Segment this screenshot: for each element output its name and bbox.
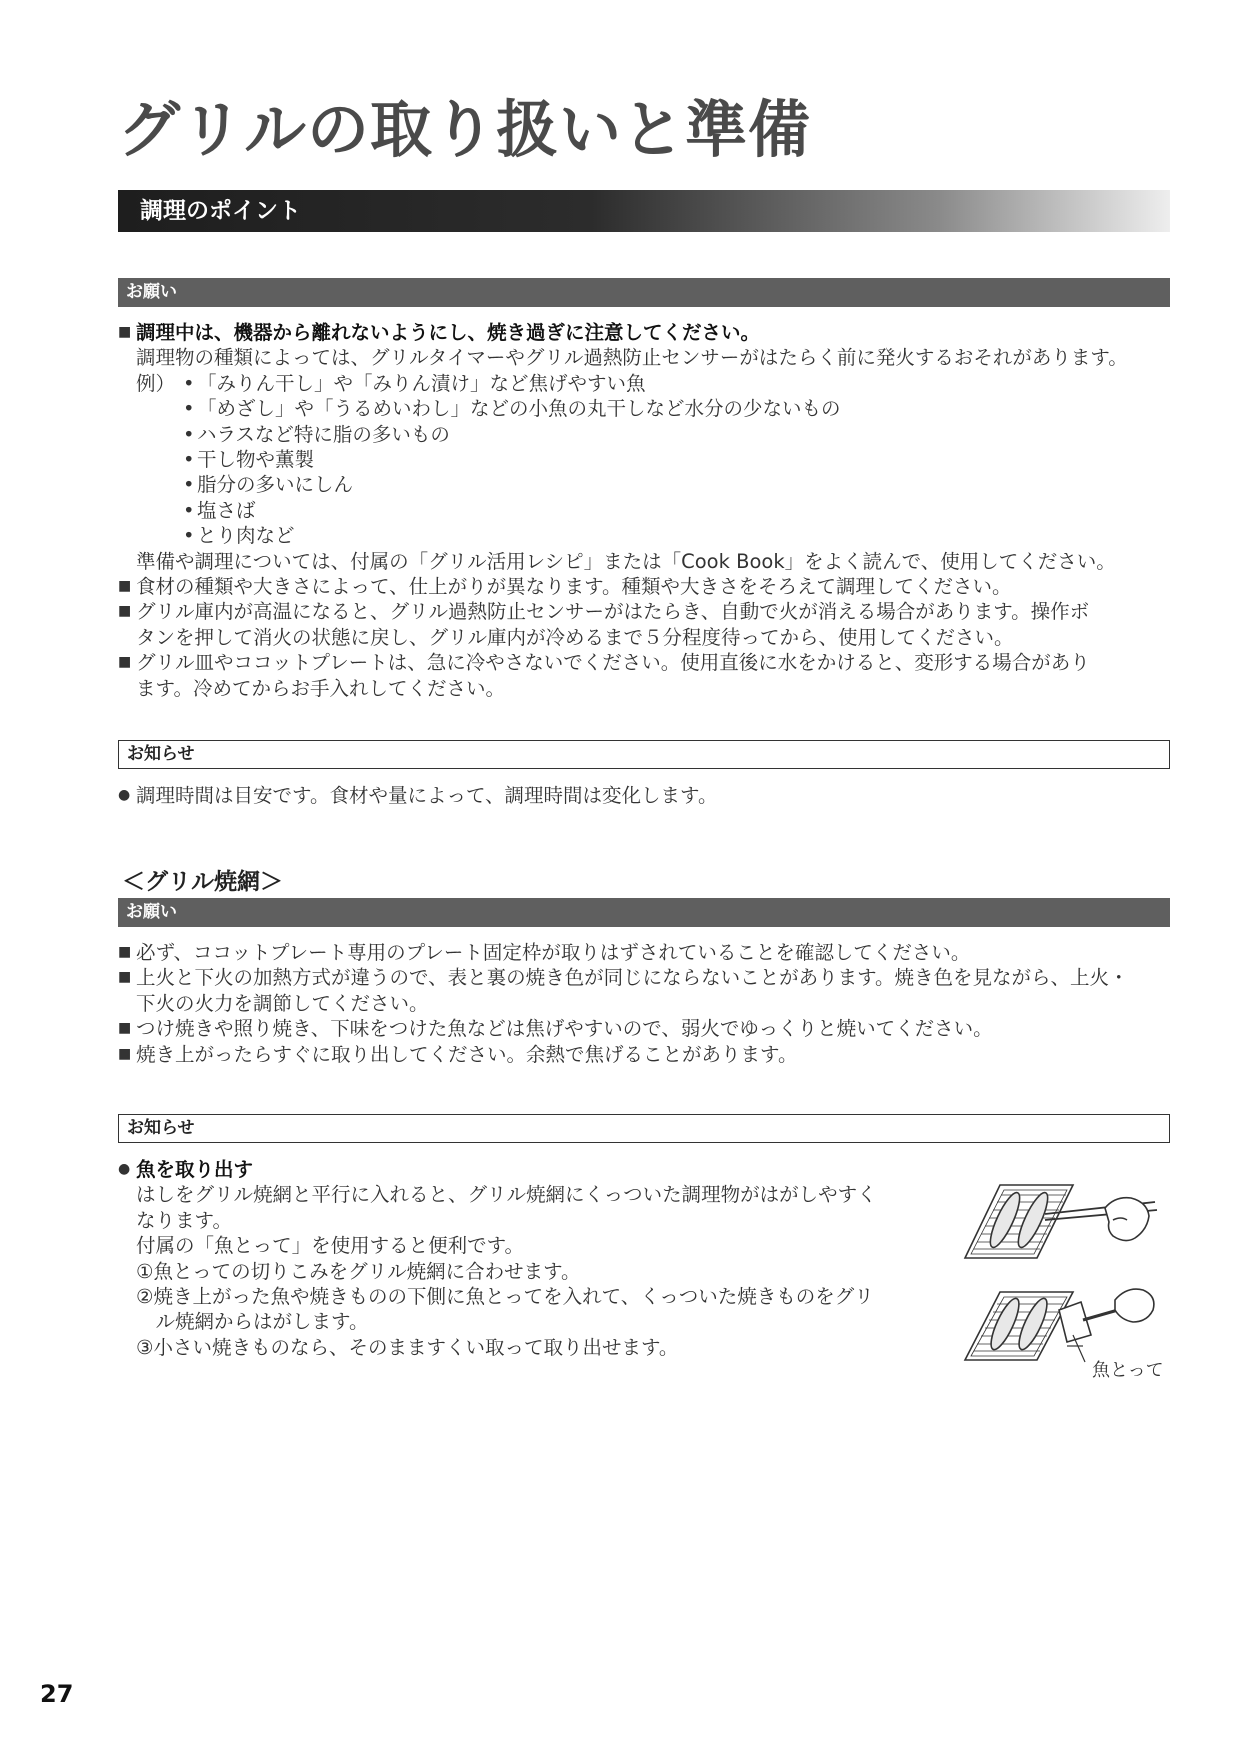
example-text: ハラスなど特に脂の多いもの (197, 422, 450, 446)
section-header: 調理のポイント (118, 190, 1170, 232)
example-item (118, 498, 1178, 523)
example-text: とり肉など (197, 524, 295, 548)
paragraph: はしをグリル焼網と平行に入れると、グリル焼網にくっついた調理物がはがしやすく (136, 1183, 877, 1207)
request-label: お願い (118, 278, 1170, 307)
example-item (118, 447, 1178, 472)
example-text: 干し物や薫製 (197, 448, 315, 472)
dot-bullet-icon: • (183, 422, 195, 446)
dot-bullet-icon: • (183, 448, 195, 472)
bullet-heading: 調理中は、機器から離れないようにし、焼き過ぎに注意してください。 (136, 321, 761, 344)
example-item (118, 371, 1178, 396)
info-block-1 (118, 783, 1178, 808)
step-item: ①魚とっての切りこみをグリル焼網に合わせます。 (136, 1259, 581, 1283)
square-bullet-icon (118, 599, 136, 624)
page-number: 27 (40, 1680, 74, 1708)
bullet-item (118, 320, 1178, 345)
step-item: ③小さい焼きものなら、そのまますくい取って取り出せます。 (136, 1335, 679, 1359)
bullet-continuation: ます。冷めてからお手入れしてください。 (136, 676, 505, 700)
dot-bullet-icon: • (183, 524, 195, 548)
example-text: 脂分の多いにしん (197, 473, 354, 497)
request-block-1 (118, 320, 1178, 701)
subsection-title: ＜グリル焼網＞ (122, 869, 283, 895)
circle-bullet-icon (118, 1157, 136, 1182)
paragraph: 調理物の種類によっては、グリルタイマーやグリル過熱防止センサーがはたらく前に発火するおそれがあります。 (136, 346, 1128, 370)
example-item (118, 523, 1178, 548)
step-continuation: ル焼網からはがします。 (136, 1310, 369, 1334)
paragraph: なります。 (136, 1208, 232, 1232)
square-bullet-icon (118, 1016, 136, 1041)
bullet-item (118, 783, 1178, 808)
bullet-text: グリル皿やココットプレートは、急に冷やさないでください。使用直後に水をかけると、変形する場合があり (136, 651, 1090, 675)
bullet-text: 調理時間は目安です。食材や量によって、調理時間は変化します。 (136, 784, 718, 807)
request-block-2 (118, 940, 1178, 1067)
bullet-item (118, 940, 1178, 965)
bullet-item (118, 599, 1178, 624)
step-item: ②焼き上がった魚や焼きものの下側に魚とってを入れて、くっついた焼きものをグリ (136, 1285, 874, 1309)
square-bullet-icon (118, 650, 136, 675)
info-block-2 (118, 1157, 938, 1360)
chopsticks-grill-illustration (955, 1180, 1165, 1265)
bullet-text: 上火と下火の加熱方式が違うので、表と裏の焼き色が同じにならないことがあります。焼き色を見ながら、上火・ (136, 966, 1129, 990)
illustration-label: 魚とって (1092, 1360, 1164, 1381)
paragraph: 準備や調理については、付属の「グリル活用レシピ」または「Cook Book」をよく読んで、使用してください。 (136, 549, 1116, 573)
square-bullet-icon (118, 574, 136, 599)
bullet-item (118, 1042, 1178, 1067)
example-item (118, 472, 1178, 497)
example-text: 塩さば (197, 498, 256, 522)
example-text: 「めざし」や「うるめいわし」などの小魚の丸干しなど水分の少ないもの (197, 397, 841, 421)
circle-bullet-icon (118, 783, 136, 808)
square-bullet-icon (118, 965, 136, 990)
bullet-item (118, 965, 1178, 990)
info-label: お知らせ (118, 1114, 1170, 1143)
bullet-text: つけ焼きや照り焼き、下味をつけた魚などは焦げやすいので、弱火でゆっくりと焼いてください。 (136, 1017, 993, 1041)
page-title: グリルの取り扱いと準備 (118, 93, 812, 166)
bullet-continuation: 下火の火力を調節してください。 (136, 991, 429, 1015)
example-item (118, 396, 1178, 421)
bullet-text: 焼き上がったらすぐに取り出してください。余熱で焦げることがあります。 (136, 1042, 798, 1066)
square-bullet-icon (118, 1042, 136, 1067)
example-text: 「みりん干し」や「みりん漬け」など焦げやすい魚 (197, 371, 646, 395)
request-label: お願い (118, 898, 1170, 927)
fish-spatula-illustration (955, 1280, 1165, 1365)
dot-bullet-icon: • (183, 473, 195, 497)
info-label: お知らせ (118, 740, 1170, 769)
bullet-text: グリル庫内が高温になると、グリル過熱防止センサーがはたらき、自動で火が消える場合があります。操作ボ (136, 600, 1090, 624)
dot-bullet-icon: • (183, 498, 195, 522)
bullet-item (118, 650, 1178, 675)
square-bullet-icon (118, 320, 136, 345)
square-bullet-icon (118, 940, 136, 965)
paragraph: 付属の「魚とって」を使用すると便利です。 (136, 1234, 525, 1258)
example-prefix: 例） (136, 371, 176, 395)
bullet-continuation: タンを押して消火の状態に戻し、グリル庫内が冷めるまで５分程度待ってから、使用してください。 (136, 625, 1014, 649)
bullet-text: 必ず、ココットプレート専用のプレート固定枠が取りはずされていることを確認してください。 (136, 941, 971, 964)
bullet-heading: 魚を取り出す (136, 1158, 254, 1181)
bullet-item (118, 1016, 1178, 1041)
example-item (118, 422, 1178, 447)
bullet-text: 食材の種類や大きさによって、仕上がりが異なります。種類や大きさをそろえて調理してください。 (136, 575, 1012, 599)
bullet-item (118, 1157, 938, 1182)
dot-bullet-icon: • (183, 371, 195, 395)
bullet-item (118, 574, 1178, 599)
dot-bullet-icon: • (183, 397, 195, 421)
